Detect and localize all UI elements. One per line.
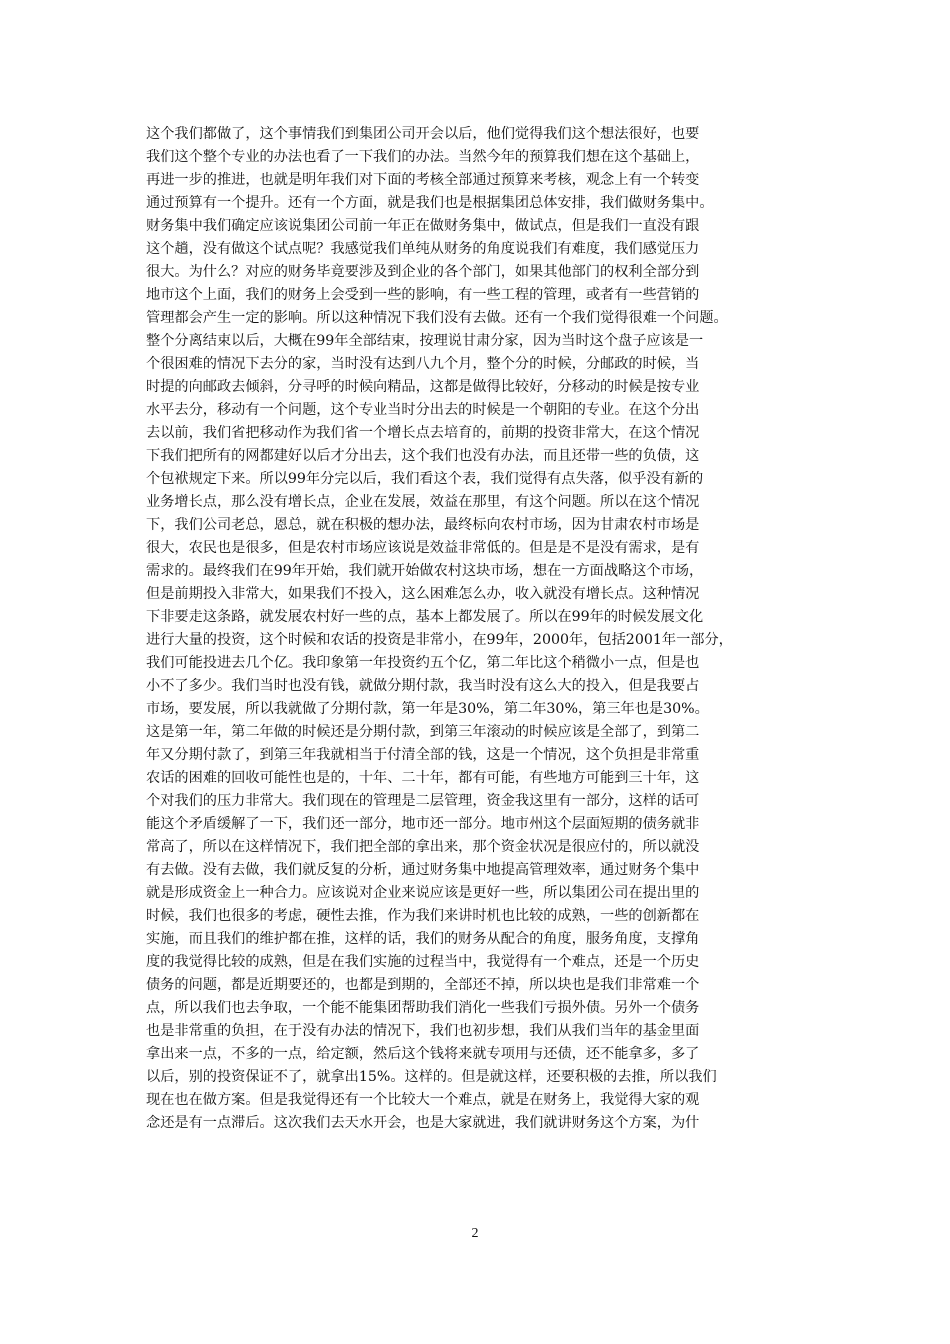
text-line: 常高了，所以在这样情况下，我们把全部的拿出来，那个资金状况是很应付的，所以就没: [146, 839, 700, 855]
text-line: 市场，要发展，所以我就做了分期付款，第一年是30%，第二年30%，第三年也是30%。: [146, 701, 709, 717]
text-line: 通过预算有一个提升。还有一个方面，就是我们也是根据集团总体安排，我们做财务集中。: [146, 195, 714, 211]
text-line: 能这个矛盾缓解了一下，我们还一部分，地市还一部分。地市州这个层面短期的债务就非: [146, 816, 700, 832]
text-line: 个对我们的压力非常大。我们现在的管理是二层管理，资金我这里有一部分，这样的话可: [146, 793, 700, 809]
text-line: 整个分离结束以后，大概在99年全部结束，按理说甘肃分家，因为当时这个盘子应该是一: [146, 333, 704, 349]
text-line: 实施，而且我们的维护都在推，这样的话，我们的财务从配合的角度，服务角度，支撑角: [146, 931, 700, 947]
text-line: 农话的困难的回收可能性也是的，十年、二十年，都有可能，有些地方可能到三十年，这: [146, 770, 700, 786]
text-line: 财务集中我们确定应该说集团公司前一年正在做财务集中，做试点，但是我们一直没有跟: [146, 218, 700, 234]
text-line: 下我们把所有的网都建好以后才分出去，这个我们也没有办法，而且还带一些的负债，这: [146, 448, 700, 464]
text-line: 这是第一年，第二年做的时候还是分期付款，到第三年滚动的时候应该是全部了，到第二: [146, 724, 700, 740]
text-line: 再进一步的推进，也就是明年我们对下面的考核全部通过预算来考核，观念上有一个转变: [146, 172, 700, 188]
text-line: 但是前期投入非常大，如果我们不投入，这么困难怎么办，收入就没有增长点。这种情况: [146, 586, 700, 602]
text-line: 小不了多少。我们当时也没有钱，就做分期付款，我当时没有这么大的投入，但是我要占: [146, 678, 700, 694]
text-line: 很大，农民也是很多，但是农村市场应该说是效益非常低的。但是是不是没有需求，是有: [146, 540, 700, 556]
text-line: 进行大量的投资，这个时候和农话的投资是非常小，在99年，2000年，包括2001年一部分，: [146, 632, 733, 648]
text-line: 个很困难的情况下去分的家，当时没有达到八九个月，整个分的时候，分邮政的时候，当: [146, 356, 700, 372]
text-line: 拿出来一点，不多的一点，给定额，然后这个钱将来就专项用与还债，还不能拿多，多了: [146, 1046, 700, 1062]
text-line: 点，所以我们也去争取，一个能不能集团帮助我们消化一些我们亏损外债。另外一个债务: [146, 1000, 700, 1016]
text-line: 有去做。没有去做，我们就反复的分析，通过财务集中地提高管理效率，通过财务个集中: [146, 862, 700, 878]
text-line: 以后，别的投资保证不了，就拿出15%。这样的。但是就这样，还要积极的去推，所以我们: [146, 1069, 717, 1085]
body-text: [146, 123, 806, 1135]
text-line: 管理都会产生一定的影响。所以这种情况下我们没有去做。还有一个我们觉得很难一个问题。: [146, 310, 728, 326]
text-line: 就是形成资金上一种合力。应该说对企业来说应该是更好一些，所以集团公司在提出里的: [146, 885, 700, 901]
text-line: 这个我们都做了，这个事情我们到集团公司开会以后，他们觉得我们这个想法很好，也要: [146, 126, 700, 142]
text-line: 念还是有一点滞后。这次我们去天水开会，也是大家就进，我们就讲财务这个方案，为什: [146, 1115, 700, 1131]
text-line: 需求的。最终我们在99年开始，我们就开始做农村这块市场，想在一方面战略这个市场，: [146, 563, 704, 579]
text-line: 下，我们公司老总，恩总，就在积极的想办法，最终标向农村市场，因为甘肃农村市场是: [146, 517, 700, 533]
text-line: 也是非常重的负担，在于没有办法的情况下，我们也初步想，我们从我们当年的基金里面: [146, 1023, 700, 1039]
text-line: 年又分期付款了，到第三年我就相当于付清全部的钱，这是一个情况，这个负担是非常重: [146, 747, 700, 763]
text-line: 水平去分，移动有一个问题，这个专业当时分出去的时候是一个朝阳的专业。在这个分出: [146, 402, 700, 418]
text-line: 现在也在做方案。但是我觉得还有一个比较大一个难点，就是在财务上，我觉得大家的观: [146, 1092, 700, 1108]
text-line: 这个趟，没有做这个试点呢？我感觉我们单纯从财务的角度说我们有难度，我们感觉压力: [146, 241, 700, 257]
text-line: 个包袱规定下来。所以99年分完以后，我们看这个表，我们觉得有点失落，似乎没有新的: [146, 471, 704, 487]
text-line: 业务增长点，那么没有增长点，企业在发展，效益在那里，有这个问题。所以在这个情况: [146, 494, 700, 510]
text-line: 时提的向邮政去倾斜，分寻呼的时候向精品，这都是做得比较好，分移动的时候是按专业: [146, 379, 700, 395]
text-line: 度的我觉得比较的成熟，但是在我们实施的过程当中，我觉得有一个难点，还是一个历史: [146, 954, 700, 970]
text-line: 去以前，我们省把移动作为我们省一个增长点去培育的，前期的投资非常大，在这个情况: [146, 425, 700, 441]
text-line: 很大。为什么？对应的财务毕竟要涉及到企业的各个部门，如果其他部门的权利全部分到: [146, 264, 700, 280]
text-line: 债务的问题，都是近期要还的，也都是到期的，全部还不掉，所以块也是我们非常难一个: [146, 977, 700, 993]
text-line: 地市这个上面，我们的财务上会受到一些的影响，有一些工程的管理，或者有一些营销的: [146, 287, 700, 303]
text-line: 我们可能投进去几个亿。我印象第一年投资约五个亿，第二年比这个稍微小一点，但是也: [146, 655, 700, 671]
page-number: 2: [471, 1226, 479, 1241]
text-line: 下非要走这条路，就发展农村好一些的点，基本上都发展了。所以在99年的时候发展文化: [146, 609, 704, 625]
text-line: 我们这个整个专业的办法也看了一下我们的办法。当然今年的预算我们想在这个基础上，: [146, 149, 700, 165]
text-line: 时候，我们也很多的考虑，硬性去推，作为我们来讲时机也比较的成熟，一些的创新都在: [146, 908, 700, 924]
